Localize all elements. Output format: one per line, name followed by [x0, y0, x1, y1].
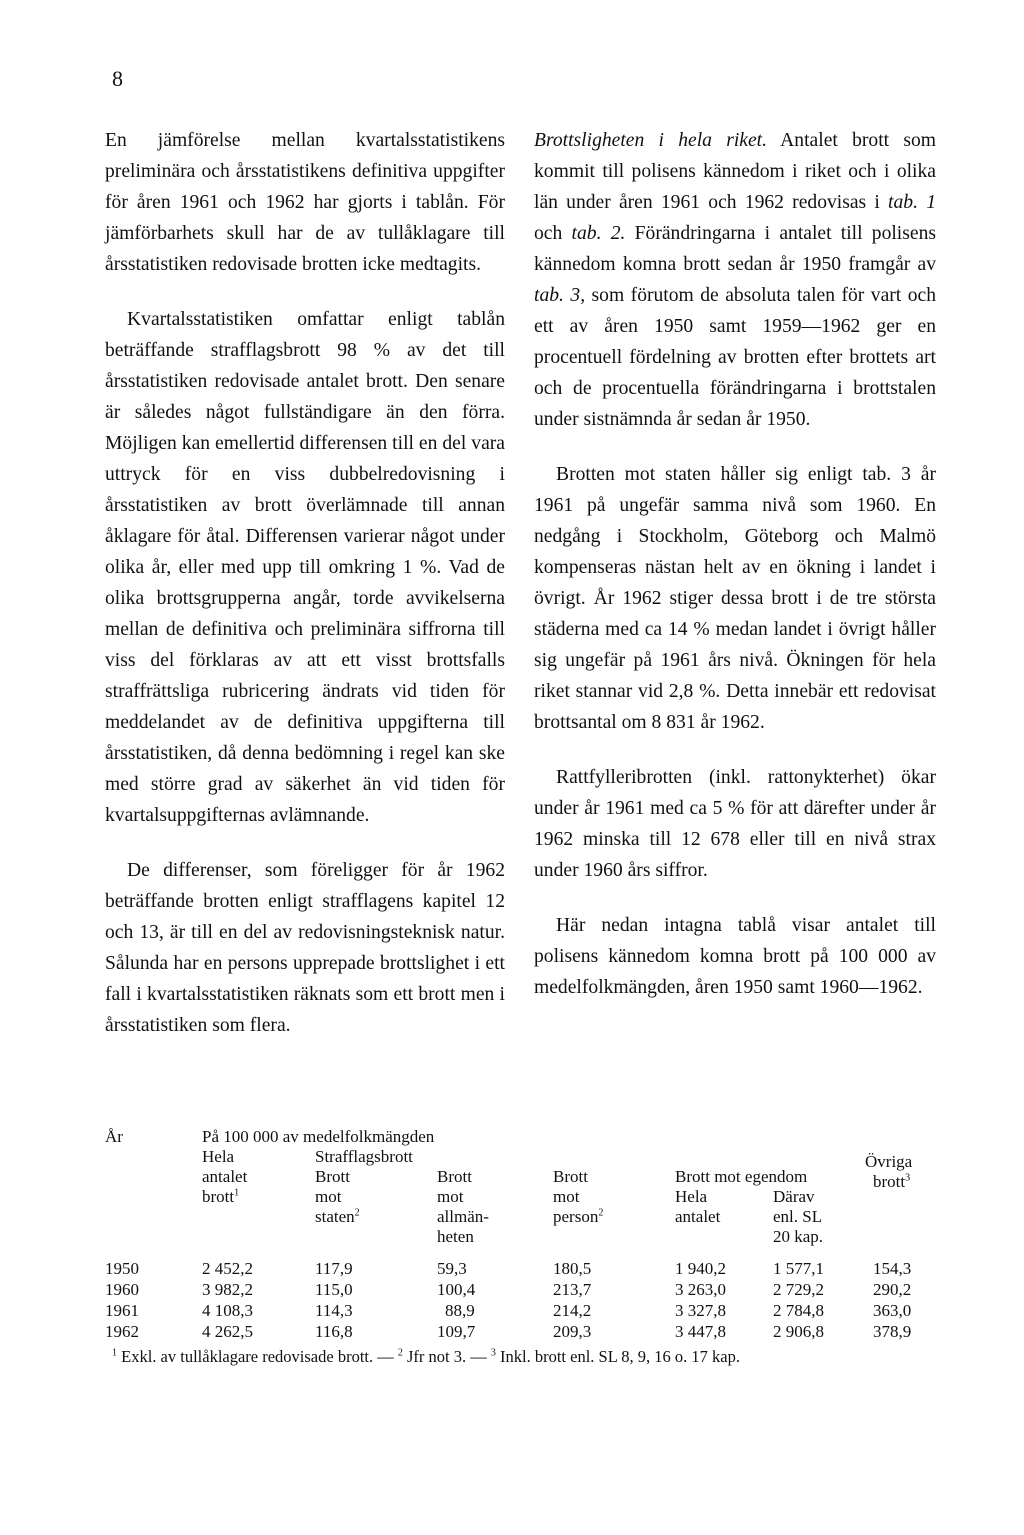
header-person-2: mot: [553, 1187, 580, 1206]
footnote-ref-2b: 2: [598, 1207, 604, 1219]
table-cell: 117,9: [315, 1259, 353, 1278]
table-cell: 100,4: [437, 1280, 476, 1299]
section-heading: Brottsligheten i hela riket.: [534, 130, 767, 151]
footnote-ref-3: 3: [905, 1172, 911, 1184]
footnote-ref-2: 2: [354, 1207, 360, 1219]
header-allm-1: Brott: [437, 1167, 472, 1186]
footnote-text-2: Jfr not 3. —: [402, 1347, 491, 1366]
header-allm-2: mot: [437, 1187, 464, 1206]
table-cell: 209,3: [553, 1322, 592, 1341]
header-brott-label: brott: [202, 1187, 235, 1206]
right-p1-text-d: som förutom de absoluta talen för vart och ett av åren 1950 samt 1959—1962 ger en procentuell fördelning av brotten efter brottets art och de procentuella förändringarna i brottstalen under sistnämnda år sedan år 1950.: [534, 285, 936, 430]
left-paragraph-1: En jämförelse mellan kvartalsstatistikens preliminära och årsstatistikens definitiva uppgifter för åren 1961 och 1962 har gjorts i tablån. För jämförbarhets skull har de av tullåklagare till årsstatistiken redovisade brotten icke medtagits.: [105, 130, 505, 275]
header-ovriga-label: brott: [873, 1172, 906, 1191]
footnote-mark-2: 2: [397, 1347, 403, 1359]
header-hela: Hela: [202, 1147, 235, 1166]
header-ovriga-2: [873, 1172, 910, 1193]
header-staten-label: staten: [315, 1207, 355, 1226]
table-cell: 4 108,3: [202, 1301, 253, 1320]
footnote-text-1: Exkl. av tullåklagare redovisade brott. —: [117, 1347, 398, 1366]
table-cell: 1960: [105, 1280, 139, 1299]
header-eg-hela-1: Hela: [675, 1187, 708, 1206]
header-darav-2: enl. SL: [773, 1207, 823, 1226]
table-cell: 180,5: [553, 1259, 592, 1278]
table-cell: 114,3: [315, 1301, 353, 1320]
header-darav-3: 20 kap.: [773, 1227, 824, 1246]
footnotes: [112, 1347, 740, 1367]
table-cell: 378,9: [873, 1322, 912, 1341]
header-staten-2: mot: [315, 1187, 342, 1206]
table-cell: 2 784,8: [773, 1301, 824, 1320]
table-cell: 3 447,8: [675, 1322, 726, 1341]
table-cell: 1962: [105, 1322, 139, 1341]
table-cell: 109,7: [437, 1322, 476, 1341]
table-cell: 154,3: [873, 1259, 912, 1278]
header-darav-1: Därav: [773, 1187, 815, 1206]
table-cell: 1 577,1: [773, 1259, 824, 1278]
right-paragraph-3: Rattfylleribrotten (inkl. rattonykterhet) ökar under år 1961 med ca 5 % för att därefter under år 1962 minska till 12 678 eller till en nivå strax under 1960 års siffror.: [534, 767, 936, 881]
left-column: [105, 125, 505, 1065]
table-cell: 213,7: [553, 1280, 592, 1299]
right-column: [534, 125, 936, 1027]
footnote-mark-1: 1: [112, 1347, 117, 1359]
right-paragraph-4: Här nedan intagna tablå visar antalet till polisens kännedom komna brott på 100 000 av medelfolkmängden, åren 1950 samt 1960—1962.: [534, 915, 936, 998]
page-number: 8: [112, 66, 123, 91]
table-cell: 116,8: [315, 1322, 353, 1341]
table-cell: 88,9: [445, 1301, 475, 1320]
header-person-3: [553, 1207, 603, 1228]
header-staten-1: Brott: [315, 1167, 350, 1186]
table-cell: 290,2: [873, 1280, 912, 1299]
header-antalet: antalet: [202, 1167, 248, 1186]
header-egendom: Brott mot egendom: [675, 1167, 808, 1186]
table-cell: 1 940,2: [675, 1259, 726, 1278]
table-cell: 2 452,2: [202, 1259, 253, 1278]
header-strafflag: Strafflagsbrott: [315, 1147, 413, 1166]
header-year: År: [105, 1127, 123, 1146]
table-cell: 1950: [105, 1259, 139, 1278]
left-paragraph-2: Kvartalsstatistiken omfattar enligt tablån beträffande strafflagsbrott 98 % av det till årsstatistiken redovisade antalet brott. Den senare är således något fullständigare än den förra. Möjligen kan emellertid differensen till en del vara uttryck för en viss dubbelredovisning i årsstatistiken av brott överlämnade till annan åklagare för åtal. Differensen varierar något under olika år, eller med upp till omkring 1 %. Vad de olika brottsgrupperna angår, torde avvikelserna mellan de definitiva och preliminära siffrorna till viss del förklaras av att ett visst brottsfalls straffrättsliga rubricering ändrats vid tiden för meddelandet av de definitiva uppgifterna till årsstatistiken, då denna bedömning i regel kan ske med större grad av säkerhet än vid tiden för kvartalsuppgifternas avlämnande.: [105, 309, 505, 826]
header-top: På 100 000 av medelfolkmängden: [202, 1127, 435, 1146]
header-staten-3: [315, 1207, 360, 1228]
footnote-mark-3: 3: [490, 1347, 496, 1359]
right-paragraph-1: [534, 125, 936, 435]
footnote-ref-1: 1: [234, 1187, 240, 1199]
table-ref-1: tab. 1: [888, 192, 936, 213]
table-cell: 59,3: [437, 1259, 467, 1278]
table-cell: 3 982,2: [202, 1280, 253, 1299]
left-paragraph-3: De differenser, som föreligger för år 1962 beträffande brotten enligt strafflagens kapitel 12 och 13, är till en del av redovisningsteknisk natur. Sålunda har en persons upprepade brottslighet i ett fall i kvartalsstatistiken räknats som ett brott men i årsstatistiken som flera.: [105, 860, 505, 1036]
table-cell: 3 327,8: [675, 1301, 726, 1320]
table-cell: 1961: [105, 1301, 139, 1320]
right-p1-text-c: Förändringarna i antalet till polisens kännedom komna brott sedan år 1950 framgår av: [534, 223, 936, 275]
table-cell: 363,0: [873, 1301, 912, 1320]
header-allm-3: allmän-: [437, 1207, 489, 1226]
table-ref-3: tab. 3,: [534, 285, 586, 306]
table-cell: 2 906,8: [773, 1322, 824, 1341]
table-cell: 4 262,5: [202, 1322, 253, 1341]
table-cell: 115,0: [315, 1280, 353, 1299]
footnote-text-3: Inkl. brott enl. SL 8, 9, 16 o. 17 kap.: [495, 1347, 740, 1366]
table-cell: 214,2: [553, 1301, 592, 1320]
header-ovriga-1: Övriga: [865, 1152, 913, 1171]
right-p1-text-a: Antalet brott som kommit till polisens kännedom i riket och i olika län under åren 1961 och 1962 redovisas i: [534, 130, 936, 213]
header-eg-hela-2: antalet: [675, 1207, 721, 1226]
header-brott: [202, 1187, 239, 1208]
header-allm-4: heten: [437, 1227, 474, 1246]
header-person-label: person: [553, 1207, 599, 1226]
right-paragraph-2: Brotten mot staten håller sig enligt tab. 3 år 1961 på ungefär samma nivå som 1960. En nedgång i Stockholm, Göteborg och Malmö kompenseras nästan helt av en ökning i landet i övrigt. År 1962 stiger dessa brott i de tre största städerna med ca 14 % medan landet i övrigt håller sig ungefär på 1961 års nivå. Ökningen för hela riket stannar vid 2,8 %. Detta innebär ett redovisat brottsantal om 8 831 år 1962.: [534, 464, 936, 733]
header-person-1: Brott: [553, 1167, 588, 1186]
table-cell: 2 729,2: [773, 1280, 824, 1299]
right-p1-text-b: och: [534, 223, 572, 244]
table-ref-2: tab. 2.: [571, 223, 626, 244]
table-cell: 3 263,0: [675, 1280, 726, 1299]
